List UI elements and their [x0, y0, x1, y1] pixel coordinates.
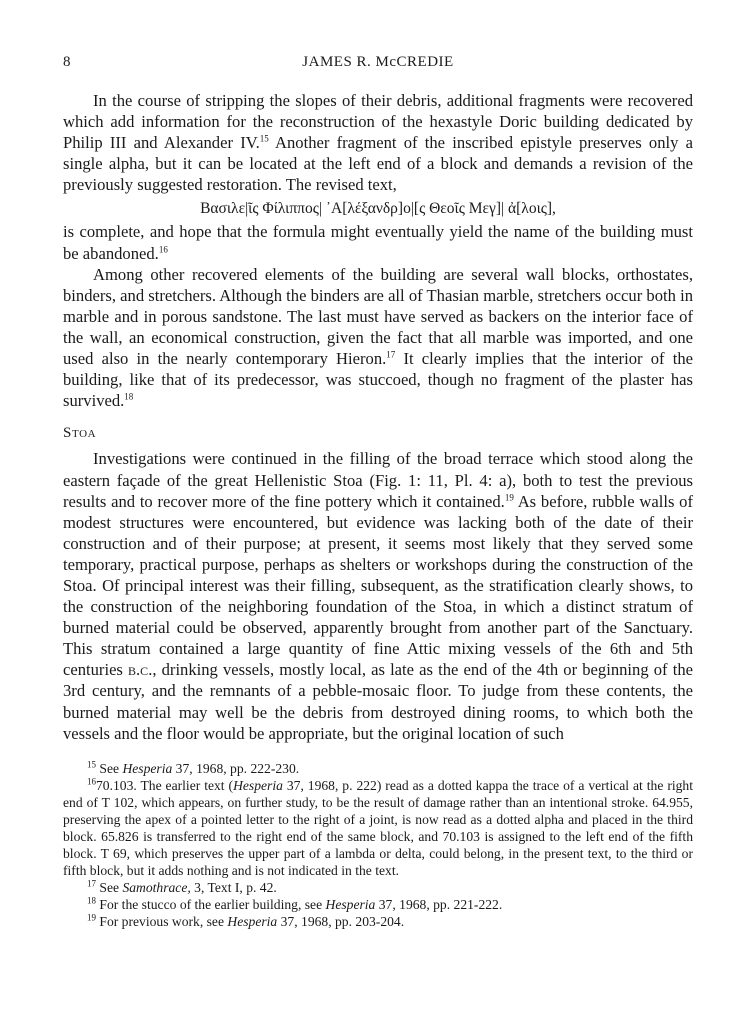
footnote-ref[interactable]: 15 [259, 133, 269, 144]
footnote: $^{18}$ For the stucco of the earlier building, see Hesperia 37, 1968, pp. 221-222. [87, 895, 503, 912]
section-heading: Stoa [63, 425, 97, 442]
page-number: 8 [63, 54, 71, 70]
footnote-ref[interactable]: 16 [158, 244, 168, 255]
footnote: $^{19}$ For previous work, see Hesperia 37, 1968, pp. 203-204. [87, 912, 405, 929]
footnote: $^{16}$70.103. The earlier text (Hesperia 37, 1968, p. 222) read as a dotted kappa the trace of a vertical at the right end of T 102, which appears, on further study, to be the result of damage rather than an intentional stroke. 64.955, preserving the apex of a pointed letter to the right of a joint, is now read as a dotted alpha and placed in the third block. 65.826 is transferred to the right end of the same block, and 70.103 is assigned to the left end of the fifth block. T 69, which preserves the upper part of a lambda or delta, could belong, in the present text, to the third or fifth block, but it adds nothing and is not indicated in the text. [63, 776, 693, 878]
paragraph: In the course of stripping the slopes of their debris, additional fragments were recovered which add information for the reconstruction of the hexastyle Doric building dedicated by Philip III and Alexander IV.$^{15}$ Another fragment of the inscribed epistyle preserves only a single alpha, but it can be located at the left end of a block and demands a revision of the previously suggested restoration. The revised text, [63, 91, 693, 195]
paragraph: Investigations were continued in the filling of the broad terrace which stood along the eastern façade of the great Hellenistic Stoa (Fig. 1: 11, Pl. 4: a), both to test the previous results and to recover more of the fine pottery which it contained.$^{19}$ As before, rubble walls of modest structures were encountered, but evidence was lacking both of the date of their construction and of their purpose; at present, it seems most likely that they served some temporary, practical purpose, perhaps as shelters or workshops during the construction of the Stoa. Of principal interest was their filling, subsequent, as the stratification clearly shows, to the construction of the neighboring foundation of the Stoa, in which a distinct stratum of burned material could be observed, apparently brought from another part of the Sanctuary. This stratum contained a large quantity of fine Attic mixing vessels of the 6th and 5th centuries b.c., drinking vessels, mostly local, as late as the end of the 4th or beginning of the 3rd century, and the remnants of a pebble-mosaic floor. To judge from these contents, the burned material may well be the debris from destroyed dining rooms, to which both the vessels and the floor would be appropriate, but the original location of such [63, 449, 693, 743]
footnote: $^{15}$ See Hesperia 37, 1968, pp. 222-230. [87, 759, 300, 776]
footnote-ref[interactable]: 19 [504, 492, 514, 503]
page-header [63, 54, 693, 76]
page [63, 54, 693, 930]
footnotes [63, 760, 693, 930]
era-abbreviation: b.c. [128, 660, 153, 680]
footnote: $^{17}$ See Samothrace, 3, Text I, p. 42. [87, 878, 277, 895]
running-head: JAMES R. McCREDIE [302, 54, 454, 70]
paragraph: is complete, and hope that the formula might eventually yield the name of the building must be abandoned.$^{16}$ [63, 222, 693, 263]
footnote-ref[interactable]: 18 [124, 391, 134, 402]
paragraph: Among other recovered elements of the building are several wall blocks, orthostates, binders, and stretchers. Although the binders are all of Thasian marble, stretchers occur both in marble and in porous sandstone. The last must have served as backers on the interior face of the wall, an economical construction, given the fact that all marble was imported, and one used also in the nearly contemporary Hieron.$^{17}$ It clearly implies that the interior of the building, like that of its predecessor, was stuccoed, though no fragment of the plaster has survived.$^{18}$ [63, 264, 693, 411]
greek-inscription: Βασιλε|ῖς Φίλιππος| ᾽Α[λέξανδρ]ο|[ς Θεοῖς Μεγ]| ἀ[λοις], [200, 200, 556, 218]
body-text [63, 90, 693, 744]
footnote-ref[interactable]: 17 [386, 349, 396, 360]
